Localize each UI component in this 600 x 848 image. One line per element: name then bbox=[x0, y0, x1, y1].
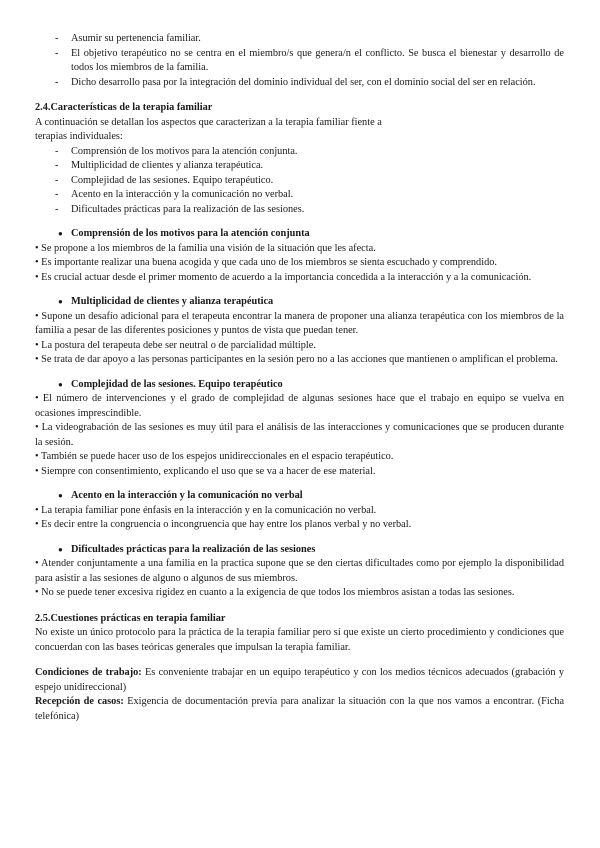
dash-marker: - bbox=[55, 189, 59, 200]
bullet-heading-text: Dificultades prácticas para la realización de las sesiones bbox=[71, 543, 316, 555]
list-item bbox=[35, 47, 564, 76]
case-reception-text: Exigencia de documentación previa para analizar la situación con la que nos vamos a encontrar. (Ficha telefónica) bbox=[35, 696, 565, 722]
list-item: • También se puede hacer uso de los espejos unidireccionales en el espacio terapéutico. bbox=[35, 451, 394, 462]
list-item-text: Multiplicidad de clientes y alianza terapéutica. bbox=[71, 160, 264, 171]
section-heading-2-4: 2.4.Características de la terapia familiar bbox=[35, 102, 213, 113]
characteristics-list bbox=[35, 145, 564, 218]
bullet-heading-text: Comprensión de los motivos para la atención conjunta bbox=[71, 228, 310, 239]
list-item: • El número de intervenciones y el grado de complejidad de algunas sesiones hace que el trabajo en equipo se vuelva en ocasiones imprescindible. bbox=[35, 393, 564, 419]
bullet-dot-icon: ● bbox=[58, 544, 63, 554]
dash-marker: - bbox=[55, 145, 59, 157]
list-item-text: Asumir su pertenencia familiar. bbox=[71, 33, 201, 44]
acento-list bbox=[35, 504, 564, 533]
multiplicidad-list bbox=[35, 310, 564, 368]
list-item-text: Dificultades prácticas para la realización de las sesiones. bbox=[71, 203, 305, 215]
bullet-heading-text: Multiplicidad de clientes y alianza terapéutica bbox=[71, 296, 274, 307]
list-item: • Se propone a los miembros de la familia una visión de la situación que les afecta. bbox=[35, 242, 376, 254]
bullet-heading-text: Complejidad de las sesiones. Equipo terapéutico bbox=[71, 378, 283, 390]
list-item: • Es crucial actuar desde el primer momento de acuerdo a la importancia concedida a la interacción y a la comunicación. bbox=[35, 271, 532, 283]
section-intro-line-1: A continuación se detallan los aspectos que caracterizan a la terapia familiar fiente a bbox=[35, 116, 382, 128]
list-item bbox=[35, 174, 564, 189]
dash-marker: - bbox=[55, 174, 59, 186]
list-item-text: El objetivo terapéutico no se centra en el miembro/s que genera/n el conflicto. Se busca el bienestar y desarrollo de todos los miembros de la familia. bbox=[71, 47, 564, 73]
dash-marker: - bbox=[55, 160, 59, 171]
list-item: • Es decir entre la congruencia o incongruencia que hay entre los planos verbal y no verbal. bbox=[35, 519, 412, 530]
list-item: • La postura del terapeuta debe ser neutral o de parcialidad múltiple. bbox=[35, 339, 316, 351]
list-item: • La terapia familiar pone énfasis en la interacción y en la comunicación no verbal. bbox=[35, 504, 377, 516]
dash-marker: - bbox=[55, 76, 59, 88]
list-item bbox=[35, 145, 564, 160]
list-item-text: Comprensión de los motivos para la atención conjunta. bbox=[71, 145, 298, 157]
list-item-text: Dicho desarrollo pasa por la integración del dominio individual del ser, con el dominio social del ser en relación. bbox=[71, 76, 536, 88]
case-reception-paragraph bbox=[35, 695, 564, 724]
page-content bbox=[35, 32, 564, 724]
work-conditions-label: Condiciones de trabajo: bbox=[35, 667, 142, 678]
list-item: • Atender conjuntamente a una familia en la practica supone que se den ciertas dificultades como por ejemplo la disponibilidad para asistir a las sesiones de alguno o algunos de sus miembros. bbox=[35, 558, 564, 584]
list-item bbox=[35, 188, 564, 203]
section-paragraph: No existe un único protocolo para la práctica de la terapia familiar pero sí que existe un cierto procedimiento y condiciones que concuerdan con las bases teóricas generales que impulsan la terapia familiar. bbox=[35, 627, 564, 653]
list-item: • La videograbación de las sesiones es muy útil para el análisis de las interacciones y comunicaciones que se producen durante la sesión. bbox=[35, 422, 564, 448]
list-item: • Se trata de dar apoyo a las personas participantes en la sesión pero no a las acciones que mantienen o amplifican el problema. bbox=[35, 354, 558, 365]
list-item bbox=[35, 76, 564, 91]
bullet-heading-complejidad bbox=[35, 378, 564, 393]
list-item: • Siempre con consentimiento, explicando el uso que se va a hacer de ese material. bbox=[35, 465, 376, 477]
dash-marker: - bbox=[55, 203, 59, 215]
top-dash-list bbox=[35, 32, 564, 90]
list-item bbox=[35, 203, 564, 218]
case-reception-label: Recepción de casos: bbox=[35, 696, 124, 707]
list-item-text: Acento en la interacción y la comunicación no verbal. bbox=[71, 189, 294, 200]
bullet-dot-icon: ● bbox=[58, 297, 63, 306]
bullet-heading-acento bbox=[35, 489, 564, 504]
section-intro-line-2: terapias individuales: bbox=[35, 131, 123, 142]
work-conditions-paragraph bbox=[35, 666, 564, 695]
section-heading-2-5: 2.5.Cuestiones prácticas en terapia familiar bbox=[35, 612, 226, 624]
list-item-text: Complejidad de las sesiones. Equipo terapéutico. bbox=[71, 174, 274, 186]
bullet-heading-text: Acento en la interacción y la comunicación no verbal bbox=[71, 490, 303, 501]
list-item: • No se puede tener excesiva rigidez en cuanto a la exigencia de que todos los miembros asistan a todas las sesiones. bbox=[35, 587, 515, 598]
bullet-dot-icon: ● bbox=[58, 491, 63, 500]
dash-marker: - bbox=[55, 33, 59, 44]
list-item bbox=[35, 32, 564, 47]
bullet-heading-dificultades bbox=[35, 543, 564, 558]
list-item: • Supone un desafío adicional para el terapeuta encontrar la manera de proponer una alianza terapéutica con los miembros de la familia a pesar de las diferentes posiciones y puntos de vista que puedan tener. bbox=[35, 310, 564, 336]
comprension-list bbox=[35, 242, 564, 286]
work-conditions-text: Es conveniente trabajar en un equipo terapéutico y con los medios técnicos adecuados (grabación y espejo unidireccional) bbox=[35, 667, 564, 693]
complejidad-list bbox=[35, 392, 564, 479]
list-item bbox=[35, 159, 564, 174]
list-item: • Es importante realizar una buena acogida y que cada uno de los miembros se sienta escuchado y comprendido. bbox=[35, 257, 497, 268]
bullet-dot-icon: ● bbox=[58, 379, 63, 389]
bullet-heading-multiplicidad bbox=[35, 295, 564, 310]
dificultades-list bbox=[35, 557, 564, 601]
bullet-dot-icon: ● bbox=[58, 229, 63, 238]
bullet-heading-comprension bbox=[35, 227, 564, 242]
dash-marker: - bbox=[55, 47, 59, 59]
